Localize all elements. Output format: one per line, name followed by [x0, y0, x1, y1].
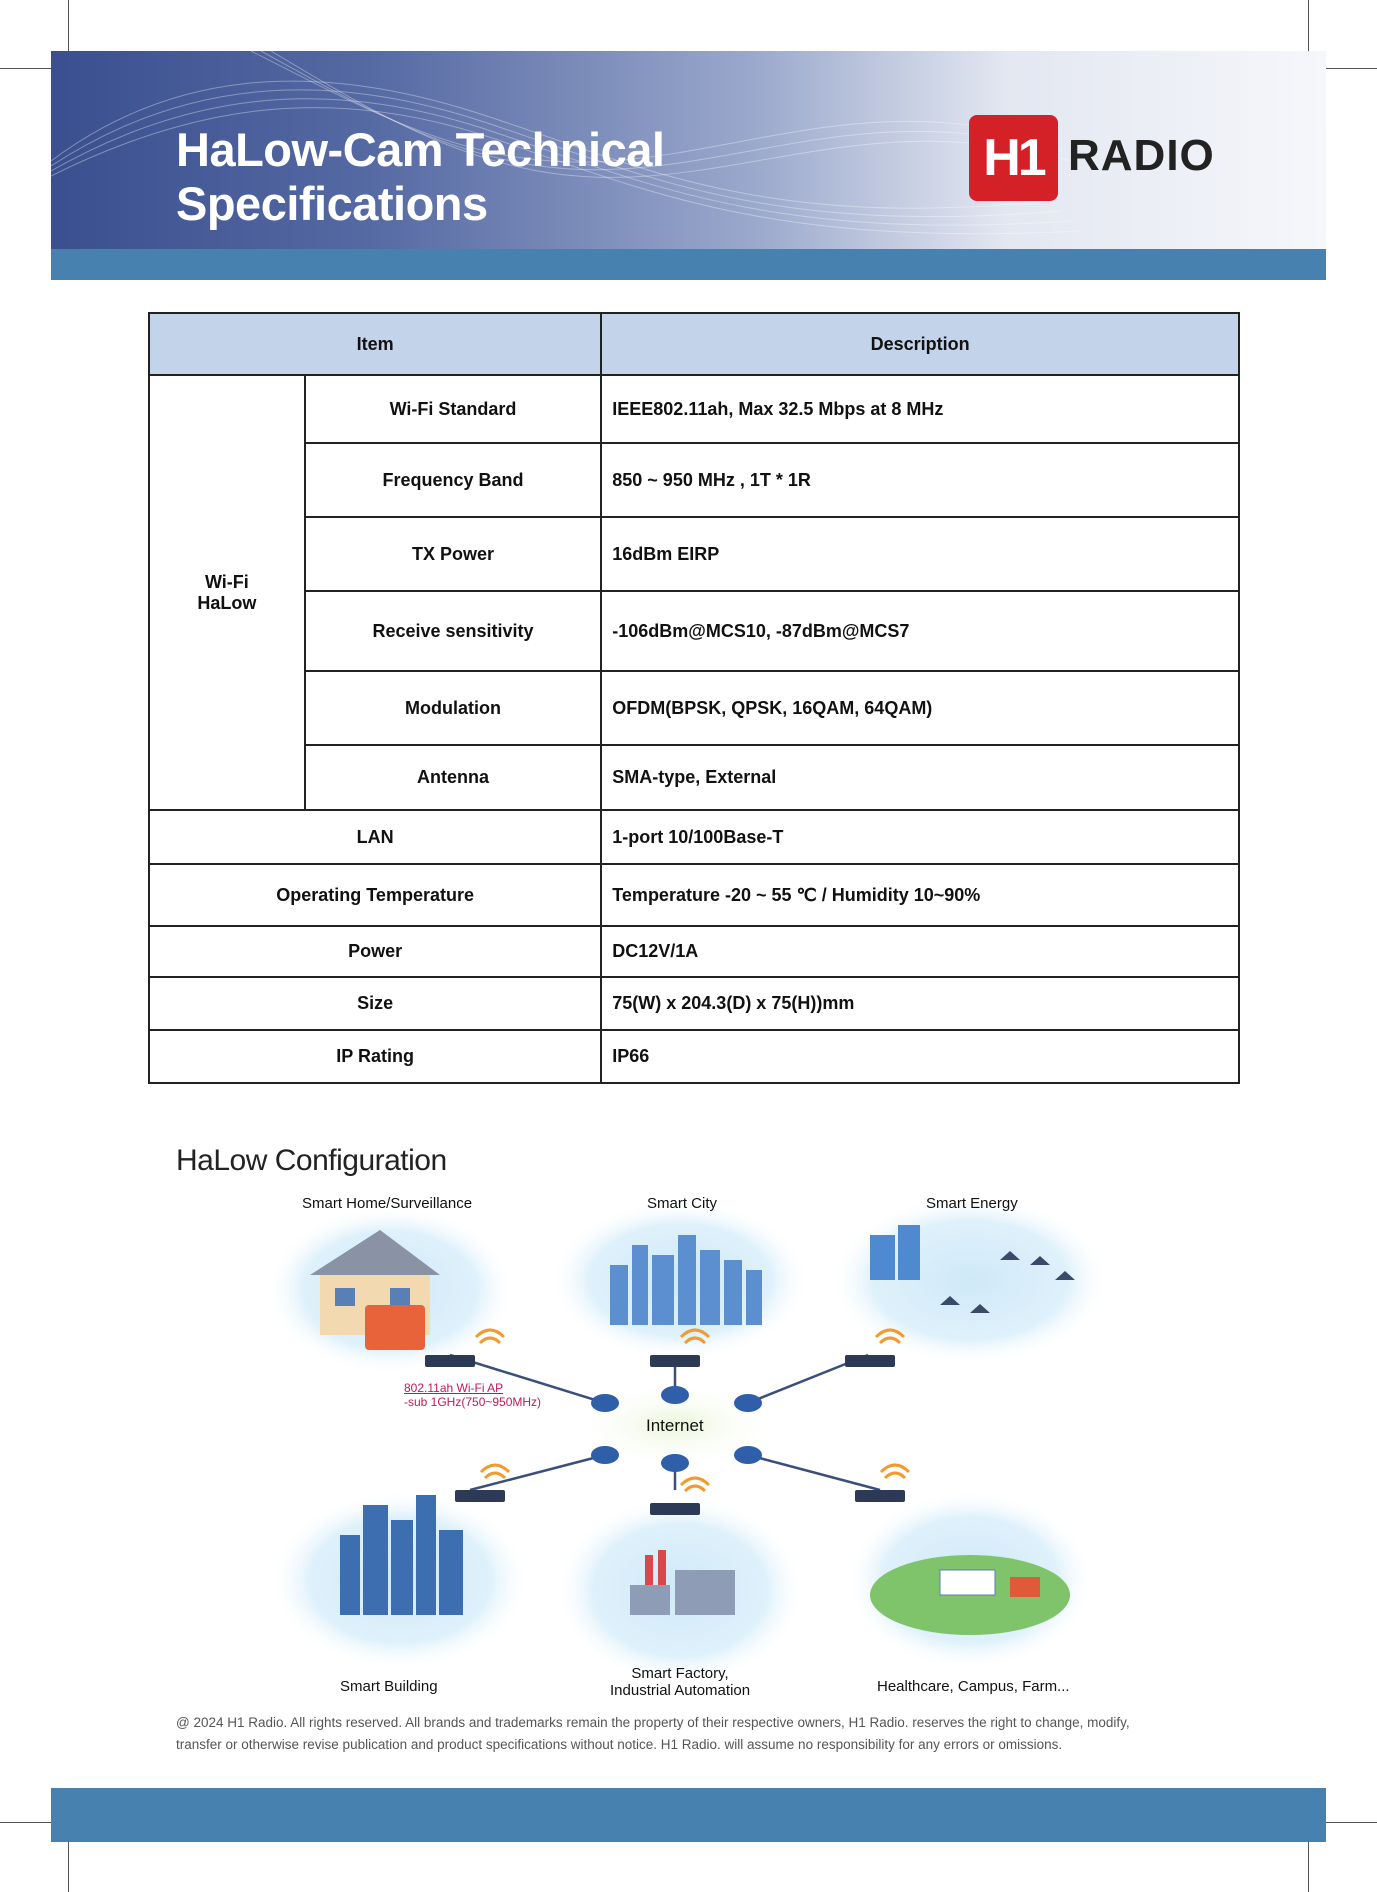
- row-item: Receive sensitivity: [305, 591, 601, 671]
- table-row: [149, 375, 1239, 443]
- column-header-item: Item: [149, 313, 601, 375]
- row-description: SMA-type, External: [601, 745, 1239, 810]
- config-title: HaLow Configuration: [176, 1144, 447, 1177]
- row-description: IP66: [601, 1030, 1239, 1083]
- table-row: [149, 591, 1239, 671]
- row-item: Size: [149, 977, 601, 1030]
- label-internet: Internet: [646, 1416, 704, 1435]
- row-item: TX Power: [305, 517, 601, 591]
- row-item: Antenna: [305, 745, 601, 810]
- label-healthcare: Healthcare, Campus, Farm...: [877, 1678, 1070, 1695]
- row-description: IEEE802.11ah, Max 32.5 Mbps at 8 MHz: [601, 375, 1239, 443]
- column-header-description: Description: [601, 313, 1239, 375]
- table-row: [149, 926, 1239, 977]
- label-smart-energy: Smart Energy: [926, 1195, 1018, 1212]
- label-smart-city: Smart City: [647, 1195, 718, 1212]
- label-smart-home: Smart Home/Surveillance: [302, 1195, 473, 1212]
- row-description: 850 ~ 950 MHz , 1T * 1R: [601, 443, 1239, 517]
- row-description: OFDM(BPSK, QPSK, 16QAM, 64QAM): [601, 671, 1239, 745]
- table-row: [149, 810, 1239, 864]
- row-item: Wi-Fi Standard: [305, 375, 601, 443]
- label-smart-building: Smart Building: [340, 1678, 438, 1695]
- row-description: DC12V/1A: [601, 926, 1239, 977]
- crop-mark: [68, 1837, 69, 1892]
- crop-mark: [68, 0, 69, 55]
- row-item: LAN: [149, 810, 601, 864]
- h1-logo-mark: H1: [969, 115, 1058, 201]
- copyright-notice: @ 2024 H1 Radio. All rights reserved. All brands and trademarks remain the property of their respective owners, H1 Radio. reserves the right to change, modify, transfer or otherwise revise publication and product specifications without notice. H1 Radio. will assume no responsibility for any errors or omissions.: [176, 1715, 1130, 1752]
- row-item: Frequency Band: [305, 443, 601, 517]
- row-item: Modulation: [305, 671, 601, 745]
- footer-band: [51, 1788, 1326, 1842]
- crop-mark: [1308, 0, 1309, 55]
- crop-mark: [1322, 1822, 1377, 1823]
- row-description: 75(W) x 204.3(D) x 75(H))mm: [601, 977, 1239, 1030]
- row-description: Temperature -20 ~ 55 ℃ / Humidity 10~90%: [601, 864, 1239, 926]
- page-title: HaLow-Cam Technical Specifications: [176, 123, 665, 230]
- header-banner: [51, 51, 1326, 249]
- halow-configuration-diagram: [240, 1185, 1140, 1705]
- row-description: 1-port 10/100Base-T: [601, 810, 1239, 864]
- header-band: [51, 249, 1326, 280]
- spec-table: [148, 312, 1240, 1084]
- radio-logo-word: RADIO: [1068, 131, 1215, 180]
- label-wifi-ap: 802.11ah Wi-Fi AP -sub 1GHz(750~950MHz): [404, 1381, 542, 1409]
- crop-mark: [1322, 68, 1377, 69]
- row-description: 16dBm EIRP: [601, 517, 1239, 591]
- crop-mark: [1308, 1837, 1309, 1892]
- table-row: [149, 517, 1239, 591]
- crop-mark: [0, 68, 55, 69]
- row-item: IP Rating: [149, 1030, 601, 1083]
- crop-mark: [0, 1822, 55, 1823]
- row-item: Operating Temperature: [149, 864, 601, 926]
- table-row: [149, 977, 1239, 1030]
- table-header-row: [149, 313, 1239, 375]
- table-row: [149, 443, 1239, 517]
- table-row: [149, 864, 1239, 926]
- network-illustration: [240, 1185, 1140, 1705]
- table-row: [149, 745, 1239, 810]
- row-description: -106dBm@MCS10, -87dBm@MCS7: [601, 591, 1239, 671]
- table-row: [149, 671, 1239, 745]
- group-label-wifi-halow: Wi-Fi HaLow: [149, 375, 305, 810]
- table-row: [149, 1030, 1239, 1083]
- label-smart-factory: Smart Factory, Industrial Automation: [610, 1665, 751, 1699]
- row-item: Power: [149, 926, 601, 977]
